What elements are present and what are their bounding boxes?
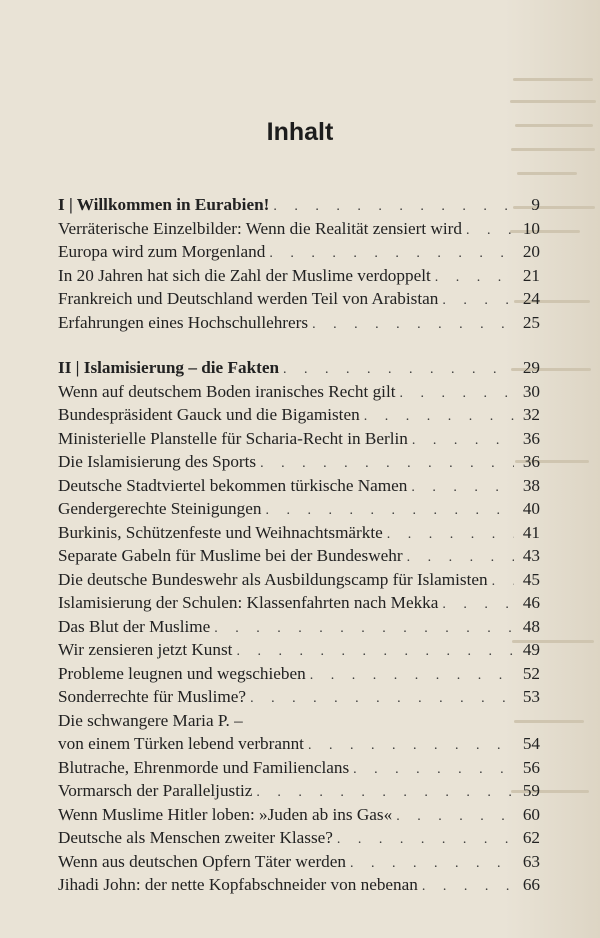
- toc-entry[interactable]: [58, 803, 540, 827]
- toc-entry-page: 32: [522, 405, 540, 424]
- toc-entry-page: 60: [522, 804, 540, 824]
- toc-entry[interactable]: [58, 685, 540, 709]
- toc-entry-page: 45: [522, 569, 540, 589]
- toc-entry[interactable]: [58, 311, 540, 335]
- toc-entry-title: Probleme leugnen und wegschieben: [58, 663, 306, 683]
- toc-entry-title: Gendergerechte Steinigungen: [58, 499, 262, 518]
- leader-dots: [364, 405, 514, 429]
- toc-entry-page: 59: [522, 781, 540, 800]
- toc-section-2: [58, 356, 540, 897]
- toc-entry-title: Wir zensieren jetzt Kunst: [58, 640, 233, 659]
- toc-entry-title: Separate Gabeln für Muslime bei der Bundeswehr: [58, 546, 403, 565]
- leader-dots: [412, 429, 514, 453]
- toc-entry-title: In 20 Jahren hat sich die Zahl der Muslime verdoppelt: [58, 265, 431, 285]
- toc-entry[interactable]: [58, 615, 540, 639]
- toc-entry[interactable]: [58, 240, 540, 264]
- toc-entry-title: Ministerielle Planstelle für Scharia-Recht in Berlin: [58, 428, 408, 448]
- toc-entry-page: 46: [522, 593, 540, 612]
- toc-entry[interactable]: [58, 850, 540, 874]
- toc-entry-title: Wenn Muslime Hitler loben: »Juden ab ins Gas«: [58, 804, 393, 824]
- toc-entry-title: Europa wird zum Morgenland: [58, 242, 266, 261]
- leader-dots: [442, 593, 514, 617]
- leader-dots: [400, 382, 515, 406]
- toc-entry-page: 36: [522, 428, 540, 448]
- leader-dots: [442, 289, 514, 313]
- toc-entry[interactable]: [58, 732, 540, 756]
- leader-dots: [214, 617, 514, 641]
- toc-entry-page: 38: [522, 475, 540, 495]
- toc-entry-title: von einem Türken lebend verbrannt: [58, 734, 304, 753]
- toc-entry-page: 56: [522, 757, 540, 777]
- toc-entry-title: Islamisierung der Schulen: Klassenfahrten nach Mekka: [58, 593, 439, 612]
- toc-entry-title: Deutsche Stadtviertel bekommen türkische Namen: [58, 475, 408, 495]
- toc-entry[interactable]: [58, 287, 540, 311]
- toc-entry-title: Sonderrechte für Muslime?: [58, 687, 247, 706]
- toc-entry-title: Vormarsch der Paralleljustiz: [58, 781, 253, 800]
- toc-entry-title: Jihadi John: der nette Kopfabschneider von nebenan: [58, 875, 418, 894]
- toc-entry-title: Verräterische Einzelbilder: Wenn die Realität zensiert wird: [58, 218, 462, 238]
- leader-dots: [466, 219, 514, 243]
- toc-entry[interactable]: [58, 756, 540, 780]
- leader-dots: [256, 781, 514, 805]
- page-title: Inhalt: [266, 118, 334, 146]
- toc-entry-title: II | Islamisierung – die Fakten: [58, 358, 280, 377]
- toc-entry[interactable]: [58, 638, 540, 662]
- leader-dots: [353, 758, 514, 782]
- toc-entry[interactable]: [58, 873, 540, 897]
- toc-entry-title: Burkinis, Schützenfeste und Weihnachtsmärkte: [58, 522, 383, 542]
- leader-dots: [435, 266, 514, 290]
- leader-dots: [250, 687, 514, 711]
- toc-entry-page: 52: [522, 663, 540, 683]
- toc-section-1: [58, 193, 540, 334]
- toc-entry[interactable]: [58, 521, 540, 545]
- toc-entry[interactable]: [58, 591, 540, 615]
- toc-entry[interactable]: [58, 474, 540, 498]
- toc-entry[interactable]: [58, 356, 540, 380]
- toc-entry-page: 25: [522, 312, 540, 332]
- toc-entry-page: 54: [522, 734, 540, 753]
- toc-entry-page: 10: [522, 218, 540, 238]
- toc-entry-title: Frankreich und Deutschland werden Teil von Arabistan: [58, 289, 439, 308]
- toc-entry-title: Wenn aus deutschen Opfern Täter werden: [58, 851, 346, 871]
- toc-entry-continued[interactable]: [58, 709, 540, 733]
- toc-entry[interactable]: [58, 193, 540, 217]
- toc-entry-title: Erfahrungen eines Hochschullehrers: [58, 312, 309, 332]
- toc-entry-title: Wenn auf deutschem Boden iranisches Recht gilt: [58, 381, 396, 401]
- leader-dots: [411, 476, 514, 500]
- toc-entry[interactable]: [58, 380, 540, 404]
- toc-entry-page: 41: [522, 522, 540, 542]
- toc-entry-title: Die deutsche Bundeswehr als Ausbildungscamp für Islamisten: [58, 569, 488, 589]
- leader-dots: [396, 805, 514, 829]
- toc-entry[interactable]: [58, 450, 540, 474]
- toc-entry-page: 29: [522, 358, 540, 377]
- leader-dots: [492, 570, 514, 594]
- toc-entry-page: 62: [522, 828, 540, 847]
- toc-entry-title: Deutsche als Menschen zweiter Klasse?: [58, 828, 333, 847]
- toc-entry[interactable]: [58, 544, 540, 568]
- toc-entry[interactable]: [58, 779, 540, 803]
- toc-entry[interactable]: [58, 217, 540, 241]
- toc-entry-page: 66: [522, 875, 540, 894]
- leader-dots: [422, 875, 514, 899]
- leader-dots: [312, 313, 514, 337]
- toc-entry-title: I | Willkommen in Eurabien!: [58, 195, 270, 214]
- toc-entry[interactable]: [58, 826, 540, 850]
- toc-entry-title: Bundespräsident Gauck und die Bigamisten: [58, 405, 360, 424]
- toc-entry[interactable]: [58, 264, 540, 288]
- leader-dots: [265, 499, 514, 523]
- toc-entry[interactable]: [58, 568, 540, 592]
- toc-entry-page: 24: [522, 289, 540, 308]
- toc-entry[interactable]: [58, 427, 540, 451]
- leader-dots: [236, 640, 514, 664]
- leader-dots: [310, 664, 514, 688]
- toc-entry[interactable]: [58, 662, 540, 686]
- toc-entry-title: Blutrache, Ehrenmorde und Familienclans: [58, 757, 350, 777]
- leader-dots: [350, 852, 514, 876]
- toc-entry-page: 49: [522, 640, 540, 659]
- toc-entry-title: Das Blut der Muslime: [58, 616, 211, 636]
- toc-entry-page: 20: [522, 242, 540, 261]
- toc-entry-title: Die Islamisierung des Sports: [58, 452, 257, 471]
- leader-dots: [283, 358, 514, 382]
- toc-entry-page: 53: [522, 687, 540, 706]
- leader-dots: [387, 523, 514, 547]
- leader-dots: [273, 195, 514, 219]
- toc-entry[interactable]: [58, 403, 540, 427]
- toc-entry-page: 30: [522, 381, 540, 401]
- leader-dots: [269, 242, 514, 266]
- toc-entry-page: 9: [531, 195, 540, 214]
- leader-dots: [407, 546, 514, 570]
- toc-entry-page: 48: [522, 616, 540, 636]
- leader-dots: [337, 828, 514, 852]
- leader-dots: [260, 452, 514, 476]
- leader-dots: [308, 734, 514, 758]
- toc-entry[interactable]: [58, 497, 540, 521]
- toc-entry-page: 40: [522, 499, 540, 518]
- toc-entry-page: 36: [522, 452, 540, 471]
- toc-entry-page: 63: [522, 851, 540, 871]
- toc-entry-page: 21: [522, 265, 540, 285]
- toc-entry-title: Die schwangere Maria P. –: [58, 710, 243, 730]
- toc-entry-page: 43: [522, 546, 540, 565]
